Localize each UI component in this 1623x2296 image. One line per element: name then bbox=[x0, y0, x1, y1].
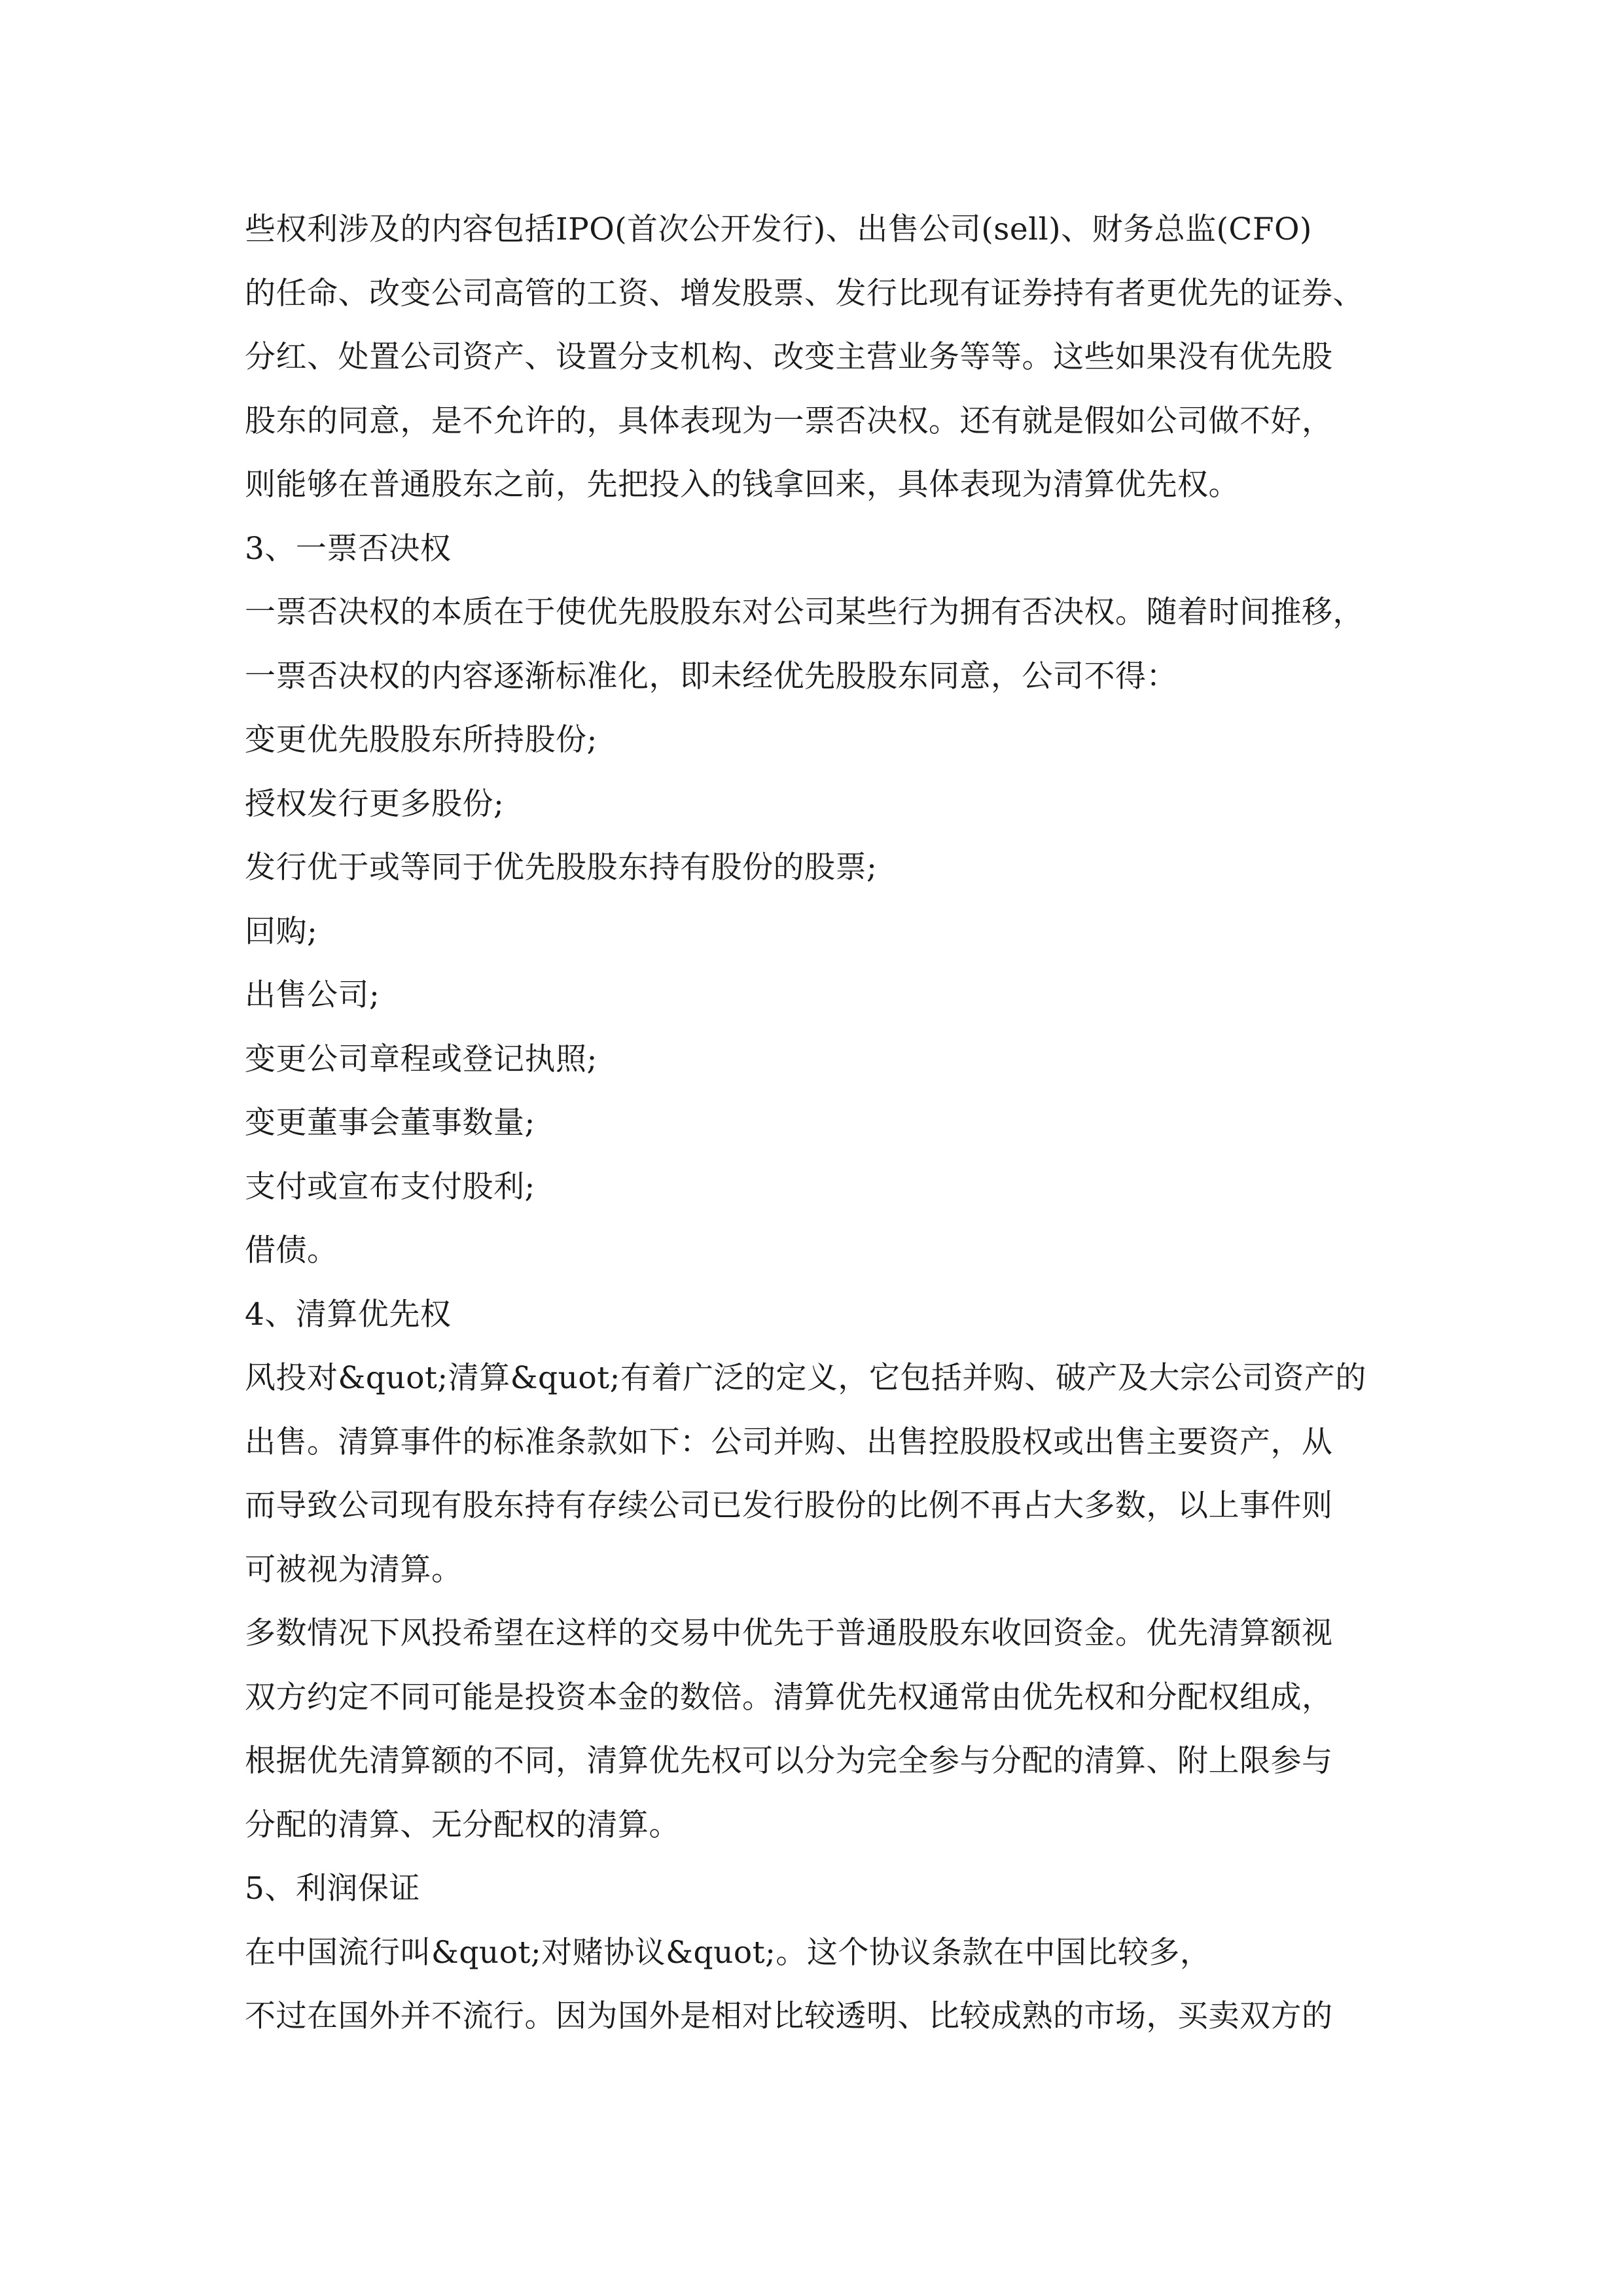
text-line: 风投对&quot;清算&quot;有着广泛的定义，它包括并购、破产及大宗公司资产的 bbox=[245, 1360, 1366, 1396]
text-line: 些权利涉及的内容包括IPO(首次公开发行)、出售公司(sell)、财务总监(CFO) bbox=[245, 211, 1312, 247]
list-item: 变更公司章程或登记执照; bbox=[245, 1041, 597, 1077]
text-line: 一票否决权的内容逐渐标准化，即未经优先股股东同意，公司不得： bbox=[245, 658, 1177, 694]
list-item: 发行优于或等同于优先股股东持有股份的股票; bbox=[245, 850, 878, 886]
text-line: 根据优先清算额的不同，清算优先权可以分为完全参与分配的清算、附上限参与 bbox=[245, 1743, 1333, 1779]
list-item: 出售公司; bbox=[245, 977, 380, 1013]
text-line: 双方约定不同可能是投资本金的数倍。清算优先权通常由优先权和分配权组成， bbox=[245, 1679, 1333, 1715]
section-heading: 3、一票否决权 bbox=[245, 530, 452, 567]
list-item: 支付或宣布支付股利; bbox=[245, 1168, 535, 1205]
text-line: 则能够在普通股东之前，先把投入的钱拿回来，具体表现为清算优先权。 bbox=[245, 467, 1240, 503]
text-line: 分配的清算、无分配权的清算。 bbox=[245, 1806, 680, 1843]
list-item: 回购; bbox=[245, 913, 318, 950]
list-item: 变更优先股股东所持股份; bbox=[245, 722, 597, 758]
text-line: 可被视为清算。 bbox=[245, 1551, 463, 1588]
text-line: 多数情况下风投希望在这样的交易中优先于普通股股东收回资金。优先清算额视 bbox=[245, 1615, 1333, 1651]
text-line: 在中国流行叫&quot;对赌协议&quot;。这个协议条款在中国比较多， bbox=[245, 1934, 1211, 1971]
text-line: 股东的同意，是不允许的，具体表现为一票否决权。还有就是假如公司做不好， bbox=[245, 403, 1333, 439]
list-item: 变更董事会董事数量; bbox=[245, 1105, 535, 1141]
list-item: 借债。 bbox=[245, 1232, 338, 1268]
text-line: 出售。清算事件的标准条款如下：公司并购、出售控股股权或出售主要资产，从 bbox=[245, 1424, 1333, 1460]
text-line: 一票否决权的本质在于使优先股股东对公司某些行为拥有否决权。随着时间推移， bbox=[245, 594, 1364, 630]
section-heading: 5、利润保证 bbox=[245, 1871, 420, 1907]
document-body bbox=[245, 208, 1423, 2059]
text-line: 而导致公司现有股东持有存续公司已发行股份的比例不再占大多数，以上事件则 bbox=[245, 1488, 1333, 1524]
section-heading: 4、清算优先权 bbox=[245, 1296, 452, 1333]
text-line: 分红、处置公司资产、设置分支机构、改变主营业务等等。这些如果没有优先股 bbox=[245, 339, 1333, 375]
text-line: 不过在国外并不流行。因为国外是相对比较透明、比较成熟的市场，买卖双方的 bbox=[245, 1998, 1333, 2034]
list-item: 授权发行更多股份; bbox=[245, 785, 505, 822]
text-line: 的任命、改变公司高管的工资、增发股票、发行比现有证券持有者更优先的证券、 bbox=[245, 275, 1364, 312]
